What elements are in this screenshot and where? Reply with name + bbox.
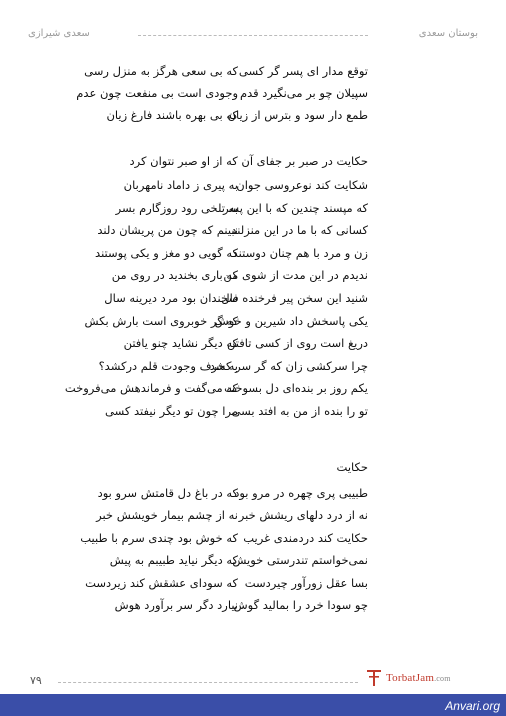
verse-first-hemistich: دریغ است روی از کسی تافتن [227,336,368,351]
verse-second-hemistich: نه از چشم بیمار خویشش خبر [96,508,238,523]
verse-first-hemistich: بسا عقل زورآور چیردست [244,575,368,590]
verse-first-hemistich: شنید این سخن پیر فرخنده فال [221,291,368,305]
verse-first-hemistich: چرا سرکشی زان که گر سر کشد [209,358,368,373]
verse-second-hemistich: وجودی است بی منفعت چون عدم [76,86,238,100]
verse-first-hemistich: کسانی که با ما در این منزلند [231,223,368,238]
verse-second-hemistich: به حرف وجودت قلم درکشد؟ [98,358,238,373]
section-heading: حکایت [336,460,368,474]
verse-second-hemistich: که بی سعی هرگز به منزل رسی [84,64,238,78]
verse-second-hemistich: که خوش بود چندی سرم با طبیب [80,530,238,545]
verse-first-hemistich: سپیلان چو بر می‌نگیرد قدم [240,86,368,100]
verse-second-hemistich: که باری بخندید در روی من [111,268,238,283]
verse-second-hemistich: مرا چون تو دیگر نیفتد کسی [105,404,238,418]
logo-text: TorbatJam.com [386,672,451,684]
verse-second-hemistich: به پیری ز داماد نامهربان [123,178,238,192]
logo-mark-icon [366,668,382,688]
verse-first-hemistich: چو سودا خرد را بمالید گوش [233,598,368,612]
verse-first-hemistich: طبیبی پری چهره در مرو بود [234,486,368,500]
verse-first-hemistich: طمع دار سود و بترس از زیان [227,108,368,122]
torbatjam-logo [366,668,476,688]
verse-first-hemistich: شکایت کند نوعروسی جوان [236,178,368,192]
verse-second-hemistich: که می‌گفت و فرماندهش می‌فروخت [64,381,238,396]
footer-divider [58,682,358,683]
bottom-band [0,694,506,716]
verse-second-hemistich: که گر خوبروی است بارش بکش [84,313,238,328]
header-divider [138,35,368,36]
verse-first-hemistich: نمی‌خواستم تندرستی خویش [232,553,368,568]
verse-first-hemistich: که مپسند چندین که با این پسر [223,200,368,215]
verse-second-hemistich: که دیگر نیاید طبیبم به پیش [109,553,238,568]
verse-second-hemistich: که سودای عشقش کند زیردست [85,575,238,590]
page-number: ۷۹ [30,674,42,687]
header-title: بوستان سعدی [418,28,478,39]
verse-second-hemistich: که در باغ دل قامتش سرو بود [97,486,238,500]
verse-second-hemistich: نبینم که چون من پریشان دلند [97,223,238,238]
page-header [28,28,478,44]
verse-first-hemistich: تو را بنده از من به افتد بسی [231,404,368,418]
verse-second-hemistich: که بی بهره باشند فارغ زیان [106,108,238,122]
verse-second-hemistich: نیارد دگر سر برآورد هوش [114,598,238,612]
verse-second-hemistich: به تلخی رود روزگارم بسر [115,200,238,215]
verse-second-hemistich: که گویی دو مغز و یکی پوستند [95,245,238,260]
verse-second-hemistich: سخندان بود مرد دیرینه سال [104,291,238,305]
verse-first-hemistich: زن و مرد با هم چنان دوستند [232,245,368,260]
verse-first-hemistich: توقع مدار ای پسر گر کسی [238,64,368,78]
header-author: سعدی شیرازی [28,28,90,39]
verse-first-hemistich: نه از درد دلهای ریشش خبر [238,508,368,523]
section-heading: حکایت در صبر بر جفای آن که از او صبر نتوان کرد [129,154,368,168]
verse-first-hemistich: یکی پاسخش داد شیرین و خوش [214,313,368,328]
verse-first-hemistich: ندیدم در این مدت از شوی من [223,268,368,283]
watermark: Anvari.org [445,699,500,713]
verse-second-hemistich: که دیگر نشاید چنو یافتن [123,336,238,351]
verse-first-hemistich: یکم روز بر بنده‌ای دل بسوخت [224,381,368,396]
verse-first-hemistich: حکایت کند دردمندی غریب [243,530,368,545]
